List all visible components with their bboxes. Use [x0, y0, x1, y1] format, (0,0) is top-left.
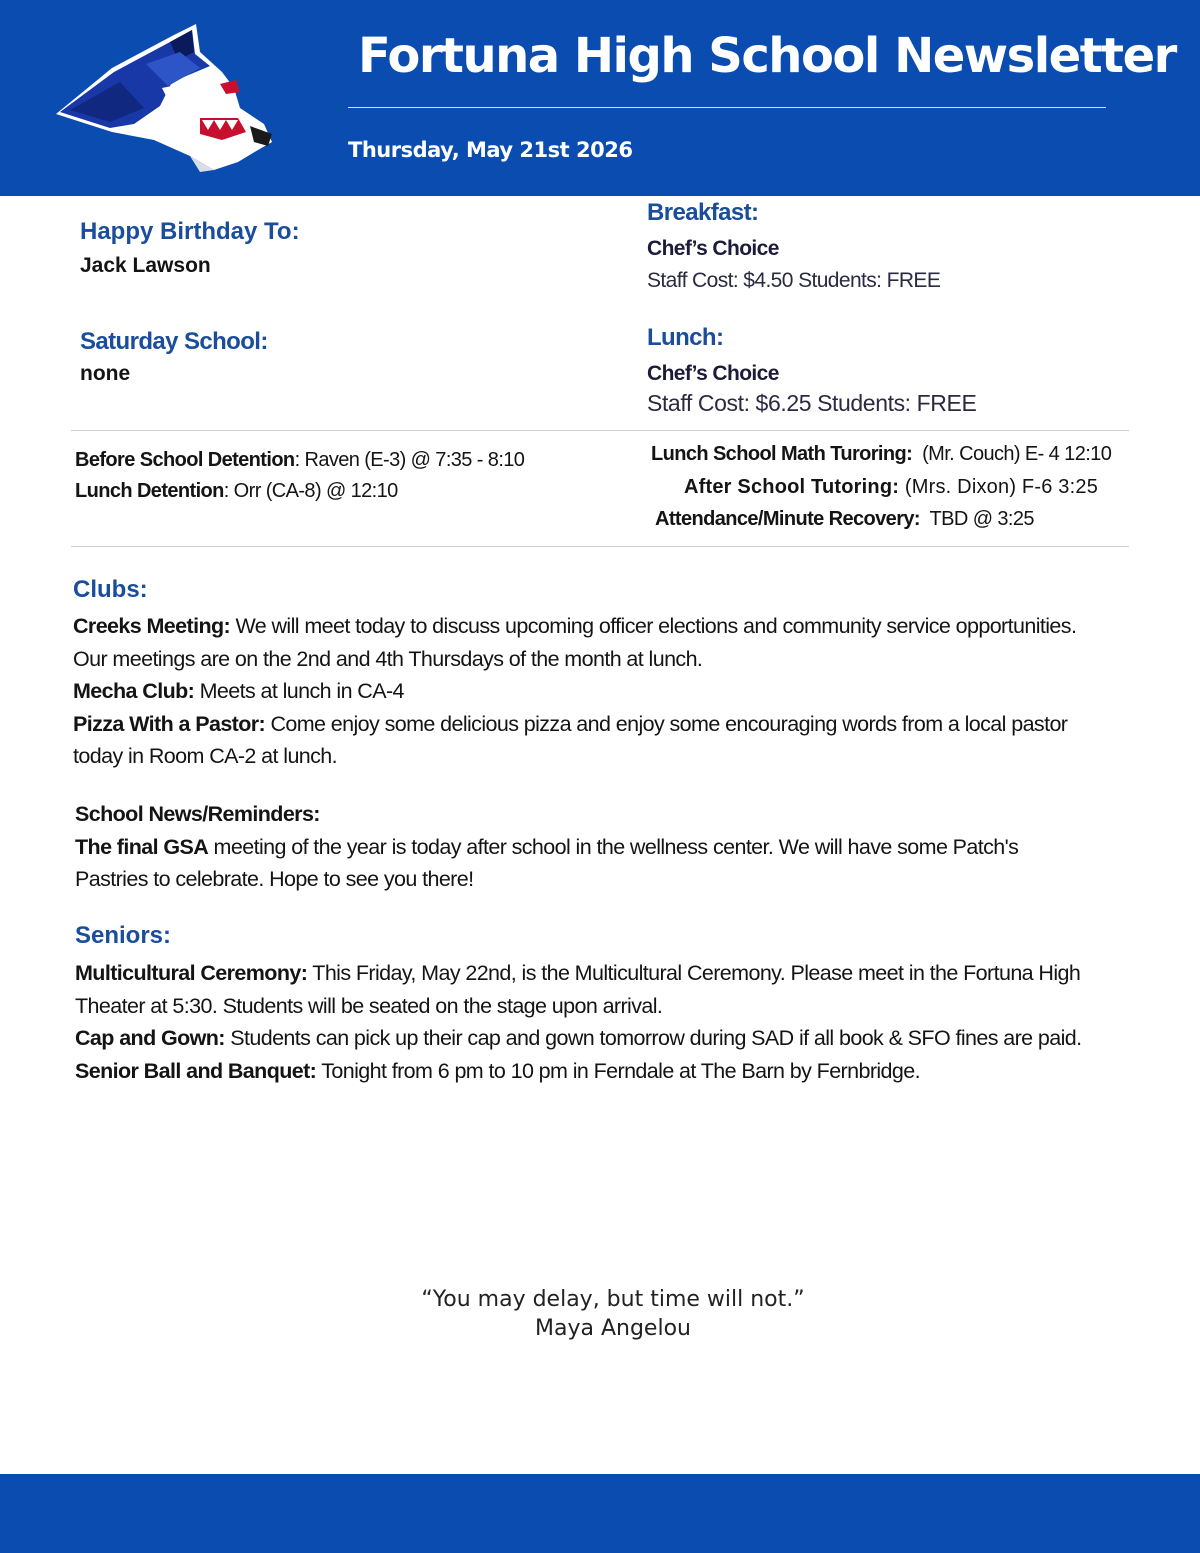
clubs-heading: Clubs:: [73, 576, 148, 603]
seniors-list: [75, 957, 1082, 1087]
section-divider: [71, 546, 1129, 547]
saturday-school-value: none: [80, 362, 131, 385]
lunch-detention: Lunch Detention: Orr (CA-8) @ 12:10: [75, 480, 398, 502]
husky-logo-icon: [50, 22, 280, 177]
creeks-meeting-continued: Our meetings are on the 2nd and 4th Thursdays of the month at lunch.: [73, 646, 703, 671]
lunch-heading: Lunch:: [647, 324, 724, 351]
section-divider: [71, 430, 1129, 431]
quote-text: “You may delay, but time will not.”: [421, 1287, 805, 1312]
breakfast-cost: Staff Cost: $4.50 Students: FREE: [647, 269, 941, 292]
senior-ball-item: Senior Ball and Banquet: Tonight from 6 pm to 10 pm in Ferndale at The Barn by Fernbridge.: [75, 1058, 921, 1083]
attendance-recovery: Attendance/Minute Recovery: TBD @ 3:25: [655, 508, 1034, 530]
breakfast-heading: Breakfast:: [647, 199, 759, 226]
pizza-pastor-continued: today in Room CA-2 at lunch.: [73, 744, 338, 768]
multicultural-ceremony-item: Multicultural Ceremony: This Friday, May 22nd, is the Multicultural Ceremony. Please meet in the Fortuna High: [75, 961, 1081, 985]
header-divider: [348, 107, 1106, 108]
newsletter-title: Fortuna High School Newsletter: [358, 28, 1176, 84]
mecha-club-item: Mecha Club: Meets at lunch in CA-4: [73, 679, 404, 703]
lunch-cost: Staff Cost: $6.25 Students: FREE: [647, 390, 977, 416]
birthday-names: Jack Lawson: [80, 254, 211, 277]
before-school-detention: Before School Detention: Raven (E-3) @ 7:35 - 8:10: [75, 449, 525, 471]
creeks-meeting-item: Creeks Meeting: We will meet today to discuss upcoming officer elections and community service opportunities.: [73, 614, 1077, 638]
birthday-heading: Happy Birthday To:: [80, 218, 300, 245]
after-school-tutoring: After School Tutoring: (Mrs. Dixon) F-6 3:25: [684, 476, 1099, 498]
gsa-continued: Pastries to celebrate. Hope to see you there!: [75, 867, 474, 891]
school-news-heading: School News/Reminders:: [75, 802, 320, 826]
seniors-heading: Seniors:: [75, 922, 172, 949]
multicultural-ceremony-continued: Theater at 5:30. Students will be seated on the stage upon arrival.: [75, 993, 663, 1018]
pizza-pastor-item: Pizza With a Pastor: Come enjoy some delicious pizza and enjoy some encouraging words from a local pastor: [73, 711, 1068, 736]
footer-bar: [0, 1474, 1200, 1553]
gsa-item: The final GSA meeting of the year is today after school in the wellness center. We will have some Patch's: [75, 834, 1019, 859]
issue-date: Thursday, May 21st 2026: [348, 138, 633, 162]
quote-author: Maya Angelou: [535, 1316, 691, 1341]
math-tutoring: Lunch School Math Turoring: (Mr. Couch) E- 4 12:10: [651, 443, 1112, 465]
saturday-school-heading: Saturday School:: [80, 328, 268, 355]
lunch-item: Chef’s Choice: [647, 362, 779, 385]
cap-and-gown-item: Cap and Gown: Students can pick up their cap and gown tomorrow during SAD if all book & SFO fines are paid.: [75, 1026, 1082, 1050]
school-news: [75, 798, 1018, 896]
clubs-list: [73, 610, 1076, 773]
breakfast-item: Chef’s Choice: [647, 237, 779, 260]
newsletter-header: [0, 0, 1200, 196]
